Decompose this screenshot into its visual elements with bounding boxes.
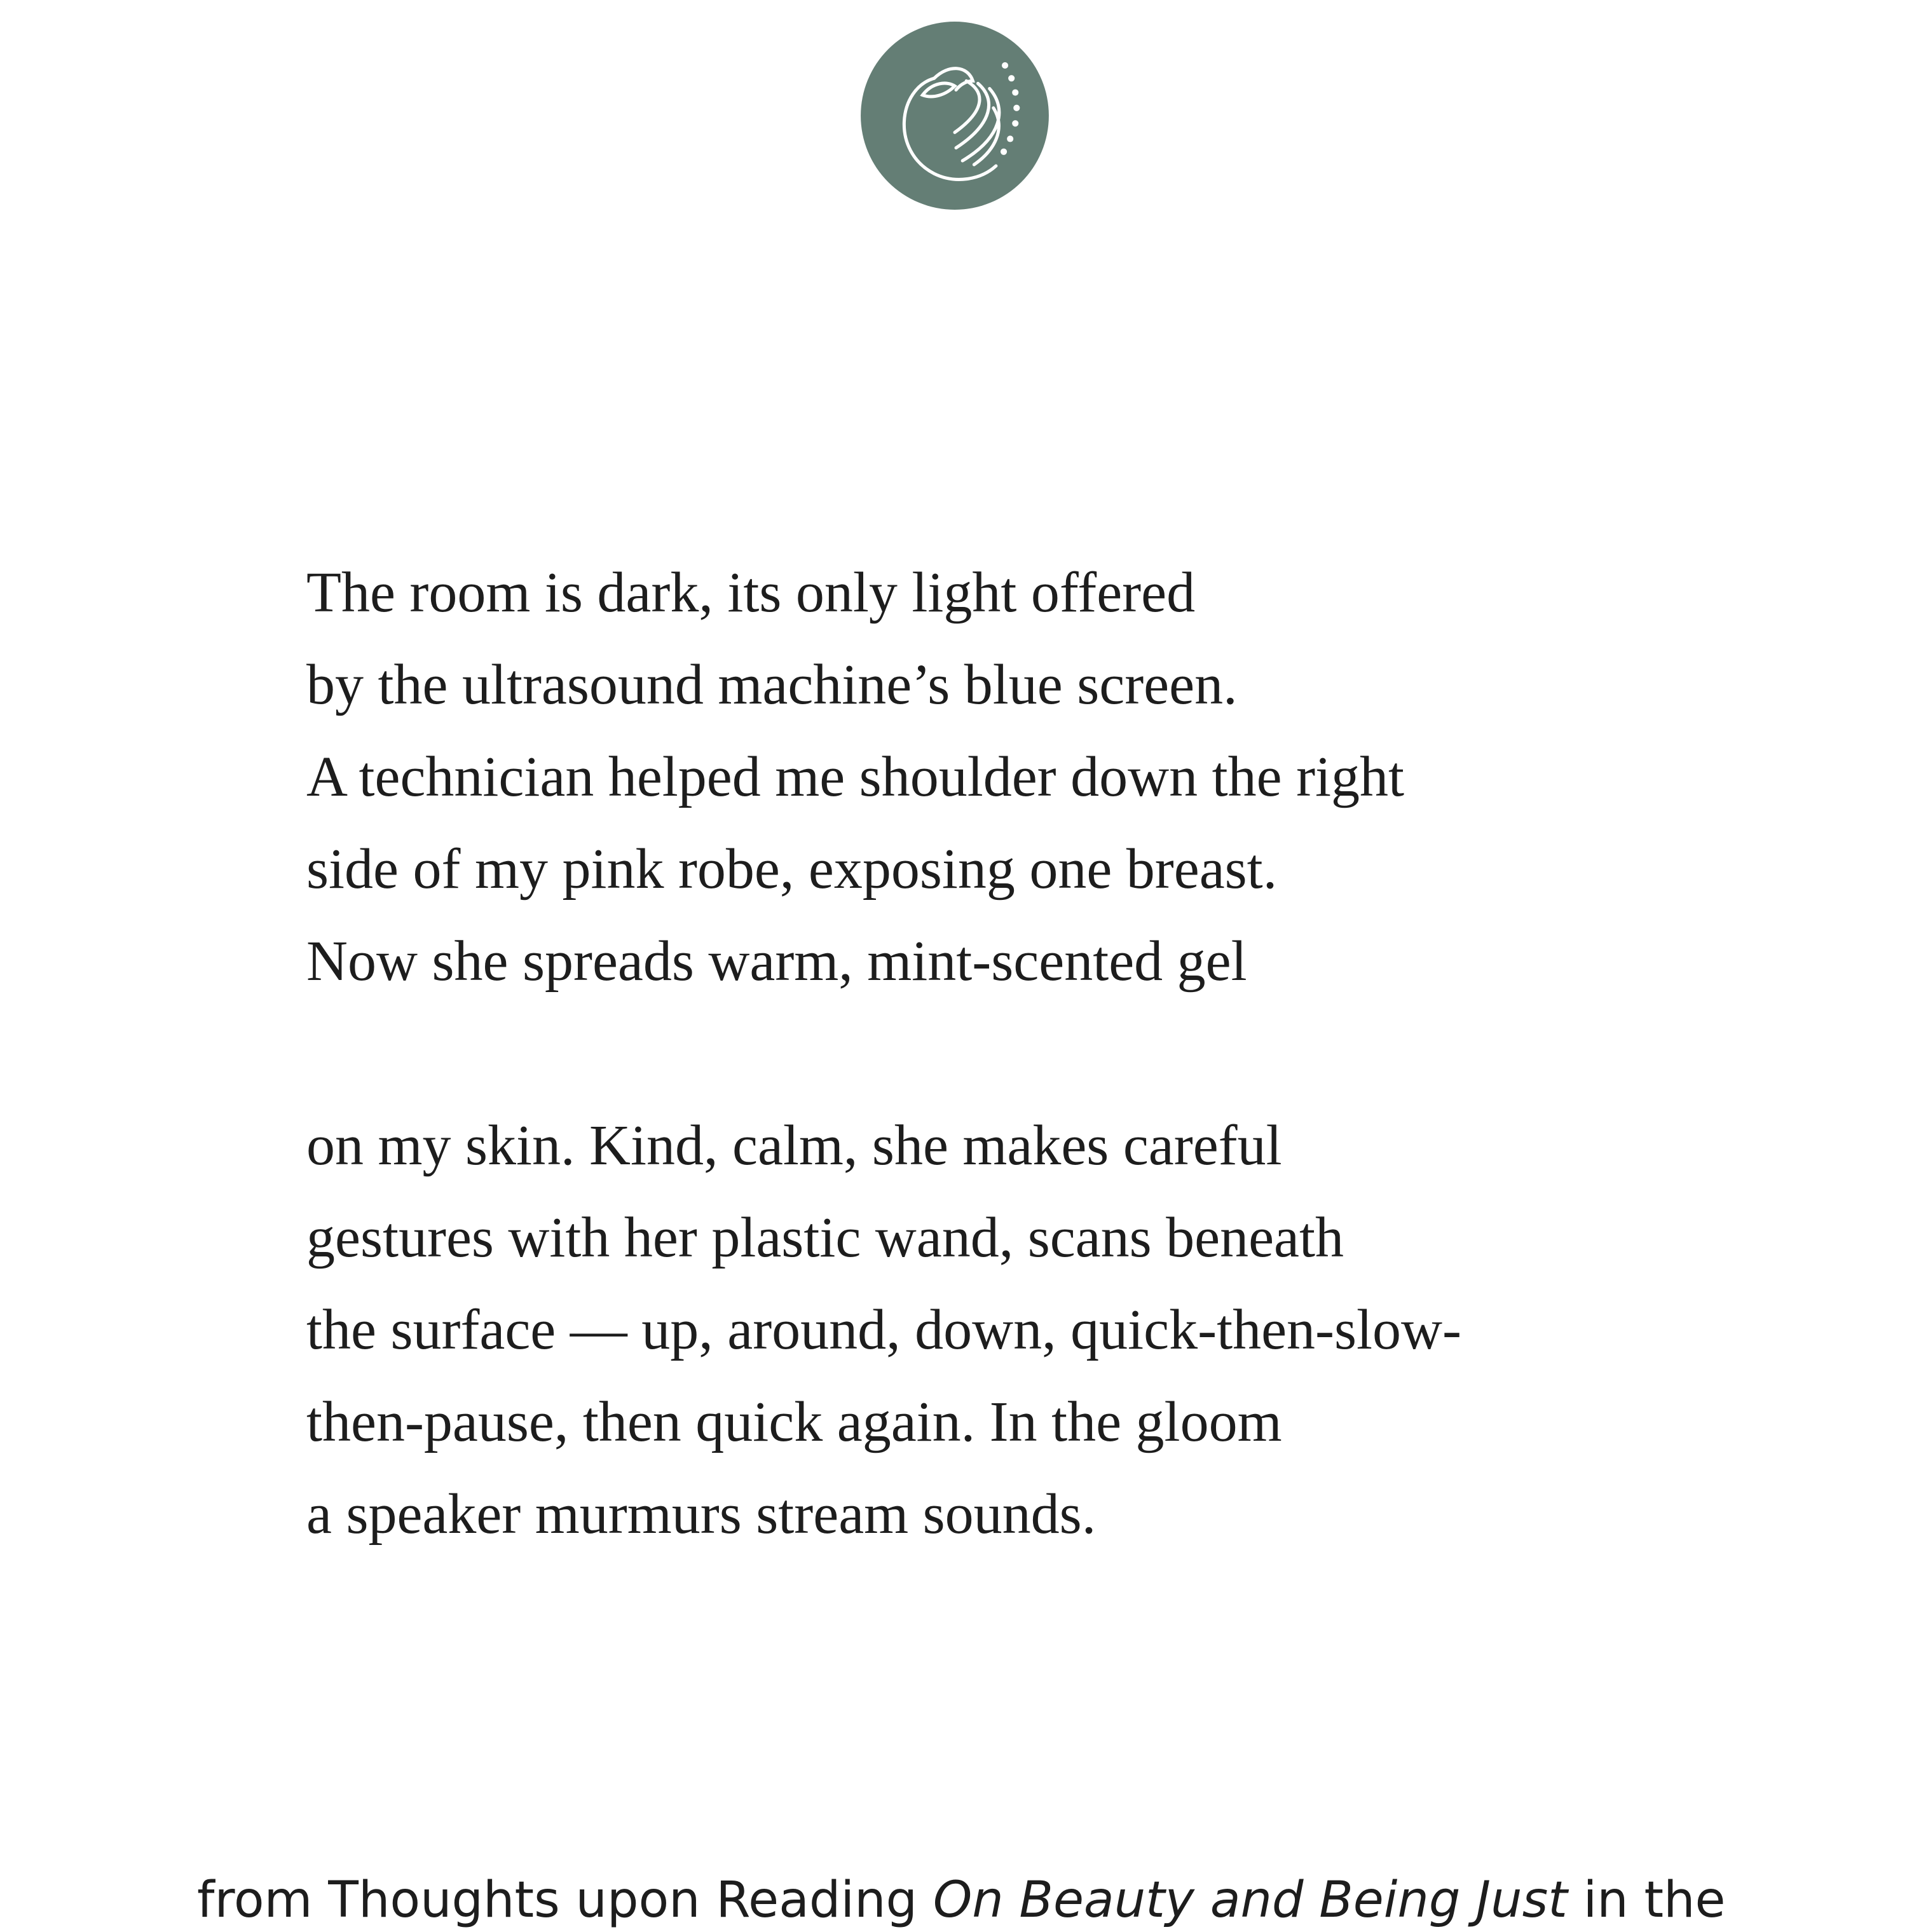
- poem-line: then-pause, then quick again. In the gloom: [306, 1391, 1282, 1453]
- poem-line: A technician helped me shoulder down the right: [306, 745, 1405, 808]
- poem-stanza-2: [306, 1099, 1705, 1560]
- poem-line: The room is dark, its only light offered: [306, 561, 1196, 624]
- poem-line: on my skin. Kind, calm, she makes careful: [306, 1114, 1282, 1177]
- caption-book-title: On Beauty and Being Just: [933, 1872, 1568, 1929]
- emblem-background: [861, 22, 1049, 210]
- bird-emblem-icon: [858, 19, 1051, 212]
- poem-line: the surface — up, around, down, quick-then-slow-: [306, 1298, 1462, 1361]
- poem-line: Now she spreads warm, mint-scented gel: [306, 930, 1247, 993]
- source-caption: [197, 1868, 1850, 1932]
- poem-line: a speaker murmurs stream sounds.: [306, 1483, 1097, 1546]
- poem-line: side of my pink robe, exposing one breast.: [306, 838, 1278, 901]
- logo-emblem: [858, 19, 1051, 212]
- poem-stanza-1: [306, 547, 1705, 1007]
- poem: [306, 547, 1705, 1560]
- poem-line: gestures with her plastic wand, scans beneath: [306, 1206, 1344, 1269]
- caption-suffix: in the: [1567, 1872, 1726, 1929]
- poem-line: by the ultrasound machine’s blue screen.: [306, 653, 1238, 716]
- caption-prefix: from Thoughts upon Reading: [197, 1872, 933, 1929]
